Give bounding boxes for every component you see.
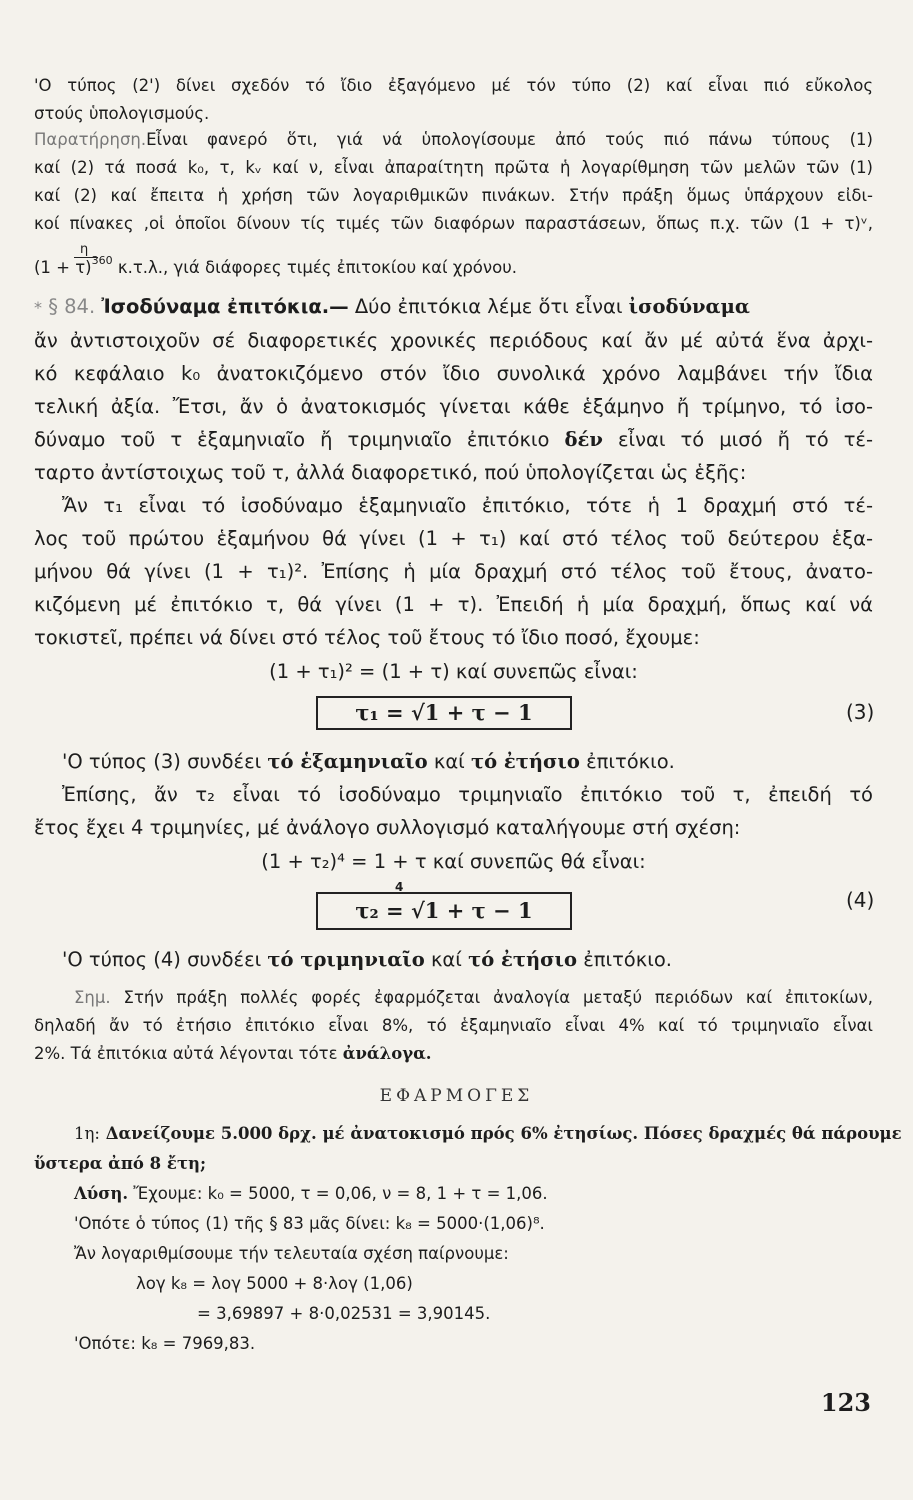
term-not: δέν [564,428,603,451]
section-line-7: Ἄν τ₁ εἶναι τό ἰσοδύναμο ἑξαμηνιαῖο ἐπιτόκιο, τότε ἡ 1 δραχμή στό τέ- [62,494,873,517]
formula-box-3: τ₁ = √1 + τ − 1 [316,696,572,730]
term-annual-2: τό ἐτήσιο [468,948,577,971]
line-12-e: ἐπιτόκιο. [586,750,675,773]
root-index: 4 [395,880,404,894]
section-line-5 [34,428,873,451]
term-annual: τό ἐτήσιο [470,750,580,773]
section-line-5c: εἶναι τό μισό ἤ τό τέ- [617,428,874,451]
section-line-2: ἄν ἀντιστοιχοῦν σέ διαφορετικές χρονικές περιόδους καί ἄν μέ αὐτά ἕνα ἀρχι- [34,329,873,352]
example-text-1: Δανείζουμε 5.000 δρχ. μέ ἀνατοκισμό πρός 6% ἐτησίως. Πόσες δραχμές θά πάρουμε [105,1124,902,1143]
section-line-1: Δύο ἐπιτόκια λέμε ὅτι εἶναι [354,295,623,318]
section-title: Ἰσοδύναμα ἐπιτόκια.— [101,295,349,318]
fraction-numerator: η [80,242,89,257]
intro-line-2: στούς ὑπολογισμούς. [34,104,210,123]
section-line-5a: δύναμο τοῦ τ ἑξαμηνιαῖο ἤ τριμηνιαῖο ἐπιτόκιο [34,428,550,451]
intro-line-7-text: κ.τ.λ., γιά διάφορες τιμές ἐπιτοκίου καί χρόνου. [117,258,518,277]
remark-line-3 [34,1044,873,1063]
intro-line-3 [34,130,873,149]
solution-text-1: Ἔχουμε: k₀ = 5000, τ = 0,06, ν = 8, 1 + τ = 1,06. [133,1184,548,1203]
section-line-3: κό κεφάλαιο k₀ ἀνατοκιζόμενο στόν ἴδιο συνολικά χρόνο λαμβάνει τήν ἴδια [34,362,873,385]
section-line-15 [62,948,873,971]
equation-number-4: (4) [846,888,875,912]
equation-number-3: (3) [846,700,875,724]
line-15-a: 'Ο τύπος (4) συνδέει [62,948,262,971]
solution-line-2: 'Οπότε ὁ τύπος (1) τῆς § 83 μᾶς δίνει: k₈ = 5000·(1,06)⁸. [74,1214,545,1233]
solution-line-4: λογ k₈ = λογ 5000 + 8·λογ (1,06) [136,1274,413,1293]
solution-line-5: = 3,69897 + 8·0,02531 = 3,90145. [197,1304,491,1323]
note-label: Παρατήρηση. [34,130,147,149]
equation-1: (1 + τ₁)² = (1 + τ) καί συνεπῶς εἶναι: [269,660,638,683]
example-line-1 [74,1124,902,1143]
solution-label: Λύση. [74,1184,129,1203]
remark-line-1 [74,988,873,1007]
section-line-12 [62,750,873,773]
term-semiannual: τό ἑξαμηνιαῖο [267,750,428,773]
line-15-c: καί [430,948,462,971]
section-line-4: τελική ἀξία. Ἔτσι, ἄν ὁ ἀνατοκισμός γίνεται κάθε ἑξάμηνο ἤ τρίμηνο, τό ἰσο- [34,395,873,418]
page-number: 123 [820,1388,871,1417]
note-text: Εἶναι φανερό ὅτι, γιά νά ὑπολογίσουμε ἀπό τούς πιό πάνω τύπους (1) [146,130,873,149]
term-quarterly: τό τριμηνιαῖο [267,948,425,971]
star-mark: * [34,298,42,317]
solution-line-6: 'Οπότε: k₈ = 7969,83. [74,1334,256,1353]
intro-line-6: κοί πίνακες ,οἱ ὁποῖοι δίνουν τίς τιμές τῶν διαφόρων παραστάσεων, ὅπως π.χ. τῶν (1 + τ)ᵛ, [34,214,873,233]
remark-text-3: 2%. Τά ἐπιτόκια αὐτά λέγονται τότε [34,1044,338,1063]
section-line-10: κιζόμενη μέ ἐπιτόκιο τ, θά γίνει (1 + τ). Ἐπειδή ἡ μία δραχμή, ὅπως καί νά [34,593,873,616]
section-line-6: ταρτο ἀντίστοιχως τοῦ τ, ἀλλά διαφορετικό, πού ὑπολογίζεται ὡς ἑξῆς: [34,461,747,484]
example-line-2: ὕστερα ἀπό 8 ἔτη; [34,1154,207,1173]
remark-line-2: δηλαδή ἄν τό ἐτήσιο ἐπιτόκιο εἶναι 8%, τό ἑξαμηνιαῖο εἶναι 4% καί τό τριμηνιαῖο εἶναι [34,1016,873,1035]
section-line-8: λος τοῦ πρώτου ἑξαμήνου θά γίνει (1 + τ₁) καί στό τέλος τοῦ δεύτερου ἑξα- [34,527,873,550]
section-line-14: ἔτος ἔχει 4 τριμηνίες, μέ ἀνάλογο συλλογισμό καταλήγουμε στή σχέση: [34,816,741,839]
power-expression: (1 + τ) [34,258,92,277]
solution-line-1 [74,1184,873,1203]
intro-line-5: καί (2) καί ἔπειτα ἡ χρήση τῶν λογαριθμικῶν πινάκων. Στήν πράξη ὅμως ὑπάρχουν εἰδι- [34,186,873,205]
applications-heading: ΕΦΑΡΜΟΓΕΣ [379,1086,534,1106]
remark-label: Σημ. [74,988,111,1007]
term-proportional: ἀνάλογα. [342,1044,432,1063]
line-15-e: ἐπιτόκιο. [583,948,672,971]
line-12-c: καί [433,750,465,773]
section-line-9: μήνου θά γίνει (1 + τ₁)². Ἐπίσης ἡ μία δραχμή στό τέλος τοῦ ἔτους, ἀνατο- [34,560,873,583]
fraction-denominator: 360 [91,254,113,267]
section-heading-line [34,295,873,318]
line-12-a: 'Ο τύπος (3) συνδέει [62,750,262,773]
solution-line-3: Ἄν λογαριθμίσουμε τήν τελευταία σχέση παίρνουμε: [74,1244,509,1263]
formula-box-4: τ₂ = √1 + τ − 1 [316,892,572,930]
remark-text-1: Στήν πράξη πολλές φορές ἐφαρμόζεται ἀναλογία μεταξύ περιόδων καί ἐπιτοκίων, [123,988,873,1007]
intro-line-7 [34,254,873,277]
intro-line-4: καί (2) τά ποσά k₀, τ, kᵥ καί ν, εἶναι ἀπαραίτητη πρῶτα ἡ λογαρίθμηση τῶν μελῶν τῶν (1) [34,158,873,177]
section-line-13: Ἐπίσης, ἄν τ₂ εἶναι τό ἰσοδύναμο τριμηνιαῖο ἐπιτόκιο τοῦ τ, ἐπειδή τό [62,783,873,806]
section-number: § 84. [48,295,96,318]
example-label: 1η: [74,1124,100,1143]
intro-line-1: 'Ο τύπος (2') δίνει σχεδόν τό ἴδιο ἐξαγόμενο μέ τόν τύπο (2) καί εἶναι πιό εὔκολος [34,76,873,95]
equation-2: (1 + τ₂)⁴ = 1 + τ καί συνεπῶς θά εἶναι: [261,850,646,873]
section-line-11: τοκιστεῖ, πρέπει νά δίνει στό τέλος τοῦ ἔτους τό ἴδιο ποσό, ἔχουμε: [34,626,700,649]
term-equivalent: ἰσοδύναμα [628,295,750,318]
